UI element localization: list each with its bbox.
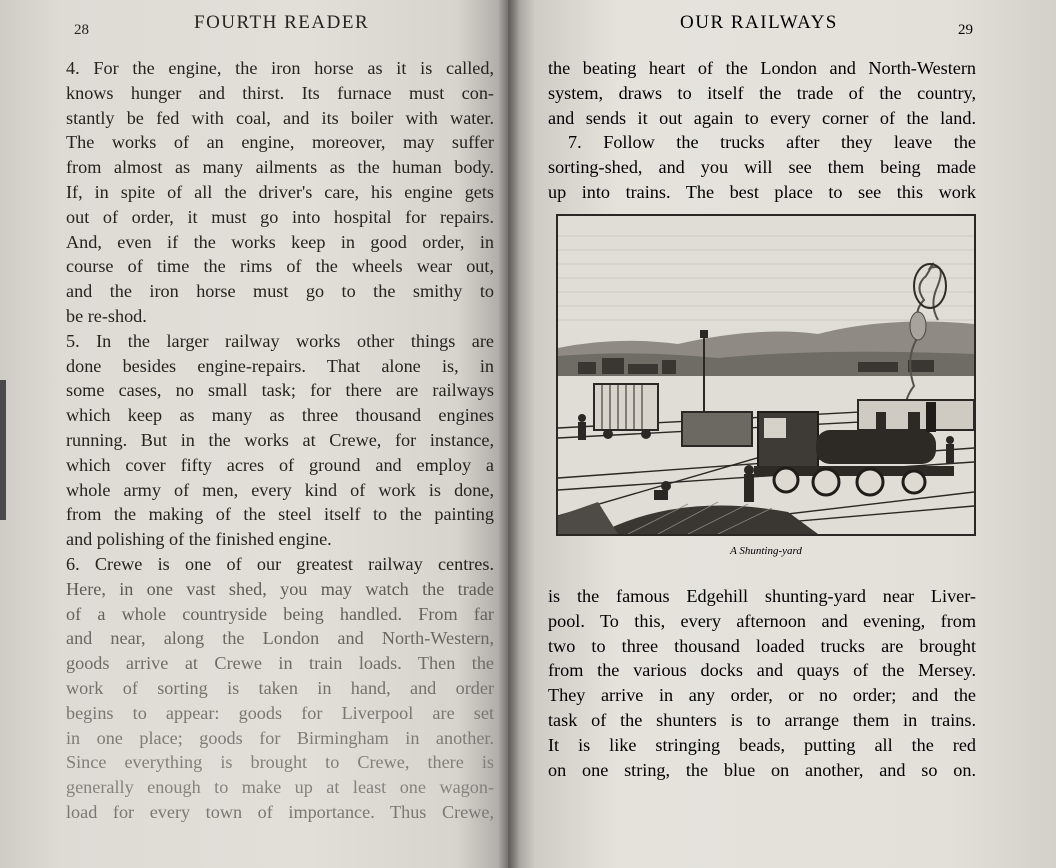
right-page-number: 29 [958, 22, 973, 38]
right-page-body-top [548, 56, 976, 205]
text-line: which cover fifty acres of ground and employ a [66, 454, 494, 475]
text-line: and sends it out again to every corner of the land. [548, 107, 976, 128]
right-page-body-bottom [548, 584, 976, 782]
text-line: be re-shod. [66, 305, 147, 326]
text-line: And, even if the works keep in good order, in [66, 231, 494, 252]
text-line: 4. For the engine, the iron horse as it is called, [66, 58, 494, 78]
text-line: Here, in one vast shed, you may watch the trade [66, 578, 494, 599]
text-line: knows hunger and thirst. Its furnace must con- [66, 82, 494, 103]
text-line: goods arrive at Crewe in train loads. Then the [66, 653, 494, 674]
text-line: from almost as many ailments as the human body. [66, 157, 494, 178]
text-line: work of sorting is taken in hand, and order [66, 677, 494, 698]
text-line: task of the shunters is to arrange them in trains. [548, 709, 976, 730]
text-line: sorting-shed, and you will see them being made [548, 157, 976, 178]
text-line: done besides engine-repairs. That alone is, in [66, 355, 494, 376]
text-line: up into trains. The best place to see this work [548, 181, 976, 202]
text-line: which keep as many as three thousand engines [66, 405, 494, 426]
text-line: Since everything is brought to Crewe, there is [66, 752, 494, 773]
text-line: They arrive in any order, or no order; and the [548, 685, 976, 706]
illustration-caption: A Shunting-yard [730, 545, 802, 557]
text-line: The works of an engine, moreover, may suffer [66, 132, 494, 153]
book-spine [498, 0, 520, 868]
text-line: whole army of men, every kind of work is done, [66, 479, 494, 500]
shunting-yard-illustration [556, 214, 976, 536]
text-line: course of time the rims of the wheels wear out, [66, 256, 494, 277]
text-line: 7. Follow the trucks after they leave the [568, 132, 976, 153]
text-line: system, draws to itself the trade of the country, [548, 82, 976, 103]
left-page [0, 0, 508, 868]
text-line: load for every town of importance. Thus Crewe, [66, 801, 494, 822]
text-line: pool. To this, every afternoon and evening, from [548, 610, 976, 631]
left-page-body [66, 56, 494, 825]
text-line: the beating heart of the London and North-Western [548, 58, 976, 78]
text-line: and near, along the London and North-Western, [66, 628, 494, 649]
text-line: generally enough to make up at least one wagon- [66, 777, 494, 798]
text-line: in one place; goods for Birmingham in another. [66, 727, 494, 748]
text-line: 6. Crewe is one of our greatest railway centres. [66, 553, 494, 574]
left-running-head: FOURTH READER [194, 12, 370, 33]
right-running-head: OUR RAILWAYS [680, 12, 838, 33]
text-line: and the iron horse must go to the smithy to [66, 281, 494, 302]
text-line: out of order, it must go into hospital for repairs. [66, 206, 494, 227]
text-line: running. But in the works at Crewe, for instance, [66, 429, 494, 450]
text-line: and polishing of the finished engine. [66, 529, 332, 550]
text-line: from the making of the steel itself to the painting [66, 504, 494, 525]
shunting-yard-engraving [558, 216, 974, 534]
left-page-number: 28 [74, 22, 89, 38]
text-line: from the various docks and quays of the Mersey. [548, 660, 976, 681]
text-line: is the famous Edgehill shunting-yard near Liver- [548, 586, 976, 606]
text-line: stantly be fed with coal, and its boiler with water. [66, 107, 494, 128]
text-line: 5. In the larger railway works other things are [66, 330, 494, 351]
text-line: of a whole countryside being handled. From far [66, 603, 494, 624]
text-line: some cases, no small task; for there are railways [66, 380, 494, 401]
text-line: If, in spite of all the driver's care, his engine gets [66, 181, 494, 202]
text-line: on one string, the blue on another, and so on. [548, 759, 976, 780]
text-line: begins to appear: goods for Liverpool are set [66, 702, 494, 723]
text-line: two to three thousand loaded trucks are brought [548, 635, 976, 656]
page-edge-shadow [0, 380, 6, 520]
text-line: It is like stringing beads, putting all the red [548, 734, 976, 755]
